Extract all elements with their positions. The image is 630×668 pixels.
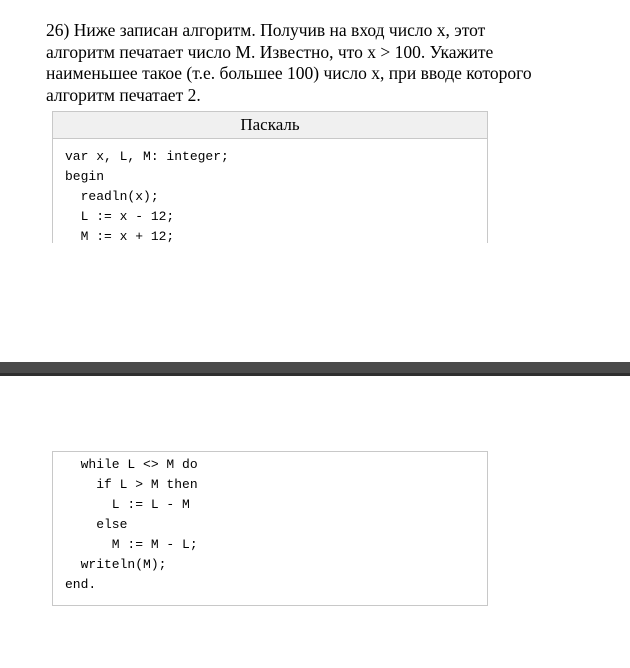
task-line: алгоритм печатает 2. [46,84,201,105]
code-block-bottom [52,451,488,606]
page-separator-bar [0,362,630,376]
code-lines-part1 [53,139,487,243]
code-line: writeln(M); [65,557,167,572]
code-line: M := x + 12; [65,229,175,243]
code-line: while L <> M do [65,457,198,472]
code-block-top [52,111,488,243]
code-line: else [65,517,128,532]
code-lines-part2 [53,452,487,595]
code-line: begin [65,169,105,184]
code-line: var x, L, M: integer; [65,149,229,164]
code-line: M := M - L; [65,537,198,552]
code-line: L := x - 12; [65,209,175,224]
code-line: readln(x); [65,189,159,204]
task-line: алгоритм печатает число M. Известно, что x > 100. Укажите [46,41,494,62]
code-language-header: Паскаль [53,112,487,139]
code-line: L := L - M [65,497,190,512]
task-line: 26) Ниже записан алгоритм. Получив на вход число x, этот [46,20,486,40]
code-line: if L > M then [65,477,198,492]
task-line: наименьшее такое (т.е. большее 100) число x, при вводе которого [46,63,532,83]
code-line: end. [65,577,97,592]
task-text [46,20,606,106]
